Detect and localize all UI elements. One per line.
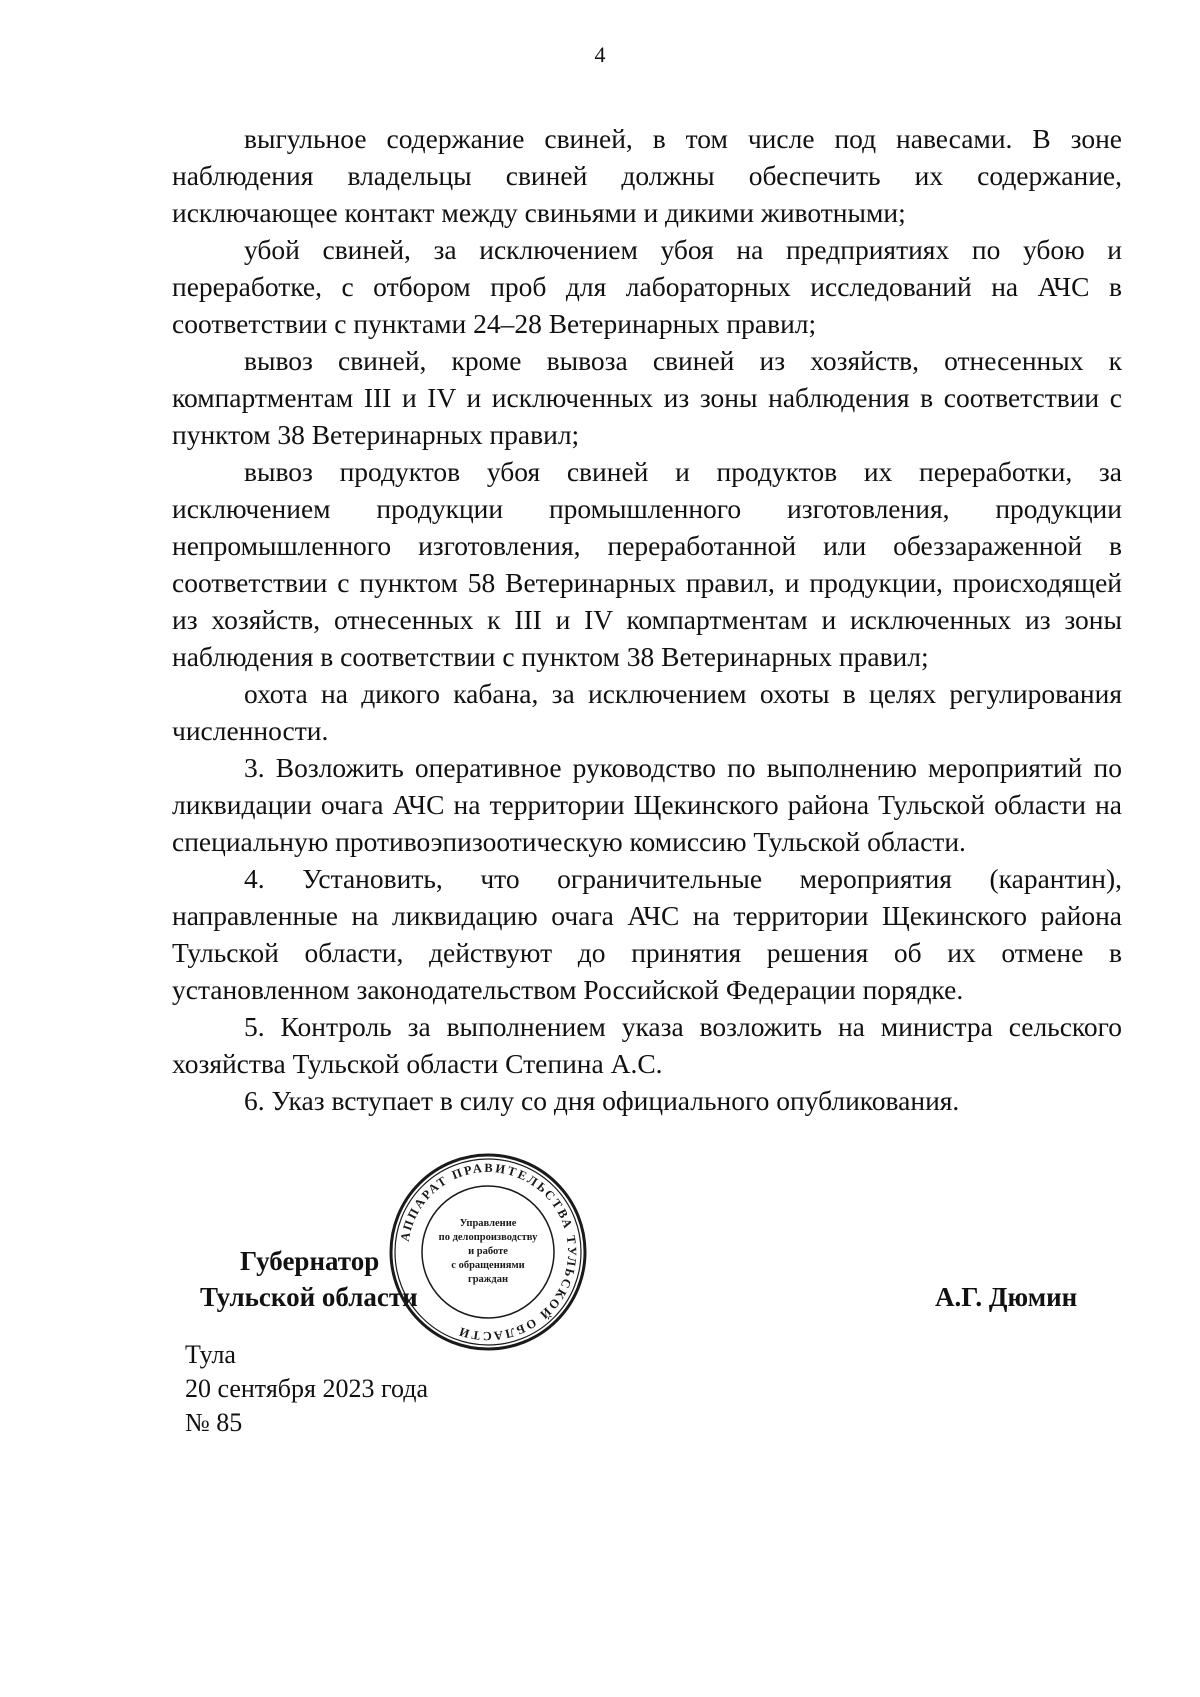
stamp-center-line-3: и работе xyxy=(468,1246,508,1257)
signatory-title-line-2: Тульской области xyxy=(200,1282,418,1312)
paragraph-7: 4. Установить, что ограничительные мероприятия (карантин), направленные на ликвидацию очага АЧС на территории Щекинского района Тульской области, действуют до принятия решения об их отмене в установленном законодательством Российской Федерации порядке. xyxy=(172,863,1122,1005)
stamp-center-line-1: Управление xyxy=(459,1218,517,1229)
signatory-name: А.Г. Дюмин xyxy=(935,1282,1078,1312)
paragraph-5: охота на дикого кабана, за исключением охоты в целях регулирования численности. xyxy=(172,678,1122,746)
paragraph-1: выгульное содержание свиней, в том числе под навесами. В зоне наблюдения владельцы свиней должны обеспечить их содержание, исключающее контакт между свиньями и дикими животными; xyxy=(172,123,1122,228)
signature-block xyxy=(0,1240,1200,1370)
place: Тула xyxy=(185,1340,236,1369)
stamp-center-line-5: граждан xyxy=(467,1274,509,1285)
paragraph-3: вывоз свиней, кроме вывоза свиней из хозяйств, отнесенных к компартментам III и IV и исключенных из зоны наблюдения в соответствии с пунктом 38 Ветеринарных правил; xyxy=(172,345,1122,450)
official-seal-stamp xyxy=(388,1152,588,1352)
stamp-center-line-2: по делопроизводству xyxy=(438,1232,538,1243)
paragraph-6: 3. Возложить оперативное руководство по выполнению мероприятий по ликвидации очага АЧС на территории Щекинского района Тульской области на специальную противоэпизоотическую комиссию Тульской области. xyxy=(172,752,1122,857)
stamp-center-line-4: с обращениями xyxy=(451,1260,525,1271)
place-date-block xyxy=(185,1338,428,1440)
paragraph-2: убой свиней, за исключением убоя на предприятиях по убою и переработке, с отбором проб для лабораторных исследований на АЧС в соответствии с пунктами 24–28 Ветеринарных правил; xyxy=(172,234,1122,339)
paragraph-4: вывоз продуктов убоя свиней и продуктов их переработки, за исключением продукции промышленного изготовления, продукции непромышленного изготовления, переработанной или обеззараженной в соответствии с пунктом 58 Ветеринарных правил, и продукции, происходящей из хозяйств, отнесенных к III и IV компартментам и исключенных из зоны наблюдения в соответствии с пунктом 38 Ветеринарных правил; xyxy=(172,456,1122,672)
document-body xyxy=(172,120,1122,1119)
date: 20 сентября 2023 года xyxy=(185,1374,429,1403)
signatory-title-line-1: Губернатор xyxy=(240,1246,380,1276)
paragraph-8: 5. Контроль за выполнением указа возложить на министра сельского хозяйства Тульской области Степина А.С. xyxy=(172,1011,1122,1079)
page-number: 4 xyxy=(594,42,606,67)
stamp-ring-text: АППАРАТ ПРАВИТЕЛЬСТВА ТУЛЬСКОЙ ОБЛАСТИ xyxy=(397,1160,580,1344)
paragraph-9: 6. Указ вступает в силу со дня официального опубликования. xyxy=(244,1085,960,1116)
document-number: № 85 xyxy=(185,1408,243,1437)
